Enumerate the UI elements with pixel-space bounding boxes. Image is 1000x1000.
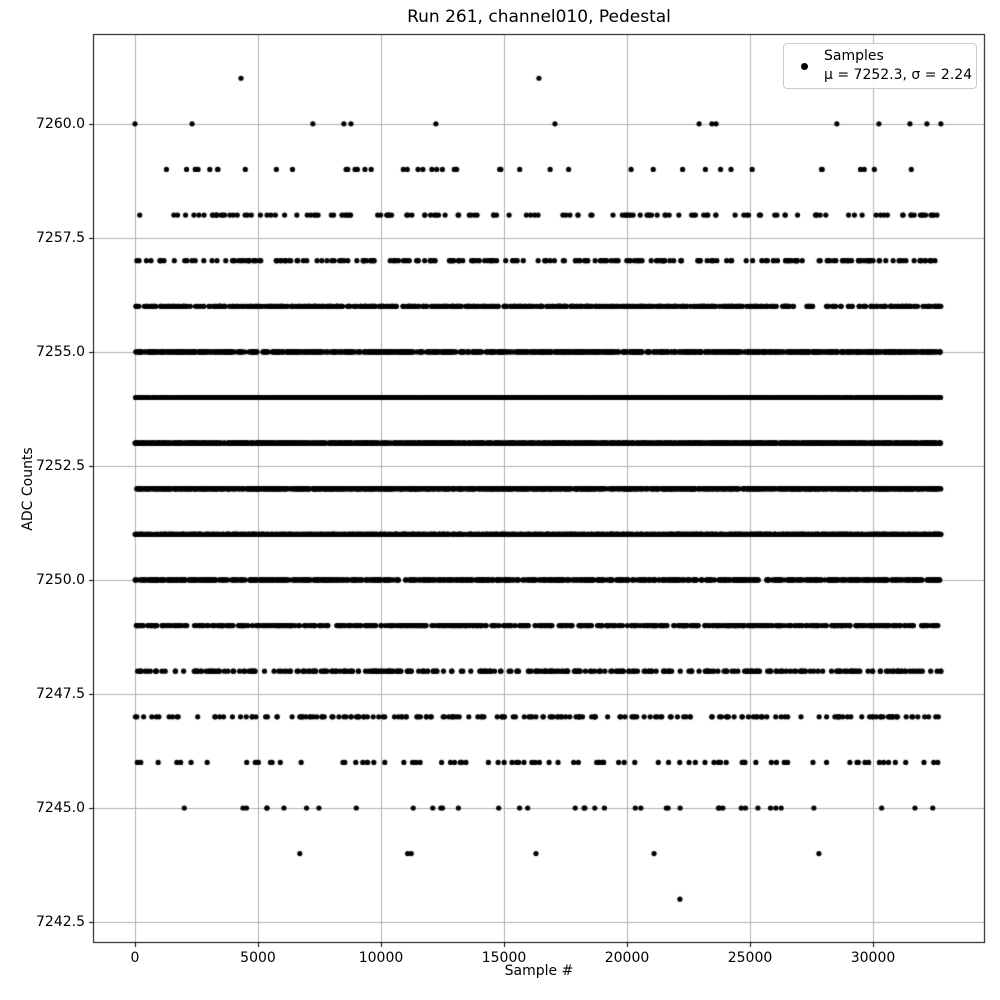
y-tick-label: 7242.5 <box>36 914 85 931</box>
x-tick-label: 25000 <box>727 950 773 966</box>
y-tick-label: 7260.0 <box>36 115 85 132</box>
x-tick-label: 20000 <box>604 950 650 966</box>
legend-stats: μ = 7252.3, σ = 2.24 <box>824 67 973 83</box>
legend-text <box>824 47 972 85</box>
x-tick-label: 0 <box>130 950 140 966</box>
x-tick-label: 5000 <box>240 950 276 966</box>
y-tick-label: 7257.5 <box>36 229 85 246</box>
y-tick-label: 7255.0 <box>36 343 85 360</box>
x-tick-label: 30000 <box>850 950 896 966</box>
x-tick-label: 15000 <box>481 950 527 966</box>
legend-label: Samples <box>824 48 884 64</box>
x-tick-label: 10000 <box>358 950 404 966</box>
sample-marker-icon <box>801 63 808 70</box>
y-tick-label: 7250.0 <box>36 571 85 588</box>
legend-marker-cell <box>784 63 824 70</box>
legend-box <box>783 43 977 89</box>
x-axis-label: Sample # <box>504 963 574 979</box>
y-tick-label: 7252.5 <box>36 457 85 474</box>
y-axis-label: ADC Counts <box>20 447 36 531</box>
chart-title: Run 261, channel010, Pedestal <box>407 7 671 27</box>
y-tick-label: 7245.0 <box>36 799 85 816</box>
y-tick-label: 7247.5 <box>36 685 85 702</box>
